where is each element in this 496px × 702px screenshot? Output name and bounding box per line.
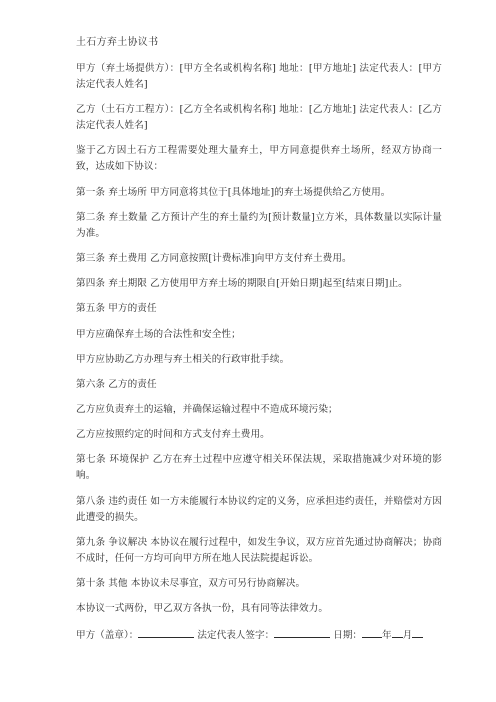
article-7: 第七条 环境保护 乙方在弃土过程中应遵守相关环保法规，采取措施减少对环境的影响。 [76, 454, 442, 482]
legal-rep-signature-blank[interactable] [274, 626, 330, 638]
article-3: 第三条 弃土费用 乙方同意按照[计费标准]向甲方支付弃土费用。 [76, 252, 352, 264]
day-blank[interactable] [412, 626, 423, 638]
document-title: 土石方弃土协议书 [76, 37, 159, 48]
article-6-heading: 第六条 乙方的责任 [76, 378, 157, 390]
article-6-item-2: 乙方应按照约定的时间和方式支付弃土费用。 [76, 429, 270, 441]
party-a-seal-label: 甲方（盖章）： [76, 630, 139, 642]
article-6-item-1: 乙方应负责弃土的运输，并确保运输过程中不造成环境污染； [76, 404, 338, 416]
party-a-seal-blank[interactable] [138, 626, 194, 638]
year-label: 年 [382, 630, 392, 642]
month-label: 月 [402, 630, 413, 642]
article-8: 第八条 违约责任 如一方未能履行本协议约定的义务，应承担违约责任，并赔偿对方因此遭受的损失。 [76, 495, 442, 523]
article-5-heading: 第五条 甲方的责任 [76, 303, 157, 315]
year-blank[interactable] [362, 626, 382, 638]
article-9: 第九条 争议解决 本协议在履行过程中，如发生争议，双方应首先通过协商解决；协商不成时，任何一方均可向甲方所在地人民法院提起诉讼。 [76, 536, 442, 564]
month-blank[interactable] [392, 626, 403, 638]
closing-statement: 本协议一式两份，甲乙双方各执一份，具有同等法律效力。 [76, 603, 329, 615]
article-1: 第一条 弃土场所 甲方同意将其位于[具体地址]的弃土场提供给乙方使用。 [76, 186, 391, 198]
article-2: 第二条 弃土数量 乙方预计产生的弃土量约为[预计数量]立方米，具体数量以实际计量为准。 [76, 211, 442, 239]
article-4: 第四条 弃土期限 乙方使用甲方弃土场的期限自[开始日期]起至[结束日期]止。 [76, 278, 408, 290]
signature-line [76, 626, 442, 644]
party-b-info: 乙方（土石方工程方）：[乙方全名或机构名称] 地址：[乙方地址] 法定代表人：[乙方法定代表人姓名] [76, 104, 442, 132]
article-5-item-1: 甲方应确保弃土场的合法性和安全性； [76, 328, 241, 340]
article-5-item-2: 甲方应协助乙方办理与弃土相关的行政审批手续。 [76, 353, 290, 365]
date-label: 日期： [333, 630, 363, 642]
party-a-info: 甲方（弃土场提供方）：[甲方全名或机构名称] 地址：[甲方地址] 法定代表人：[甲方法定代表人姓名] [76, 63, 442, 90]
article-10: 第十条 其他 本协议未尽事宜，双方可另行协商解决。 [76, 578, 306, 589]
legal-rep-label: 法定代表人签字： [197, 630, 275, 642]
preamble: 鉴于乙方因土石方工程需要处理大量弃土，甲方同意提供弃土场所，经双方协商一致，达成如下协议： [76, 145, 442, 173]
